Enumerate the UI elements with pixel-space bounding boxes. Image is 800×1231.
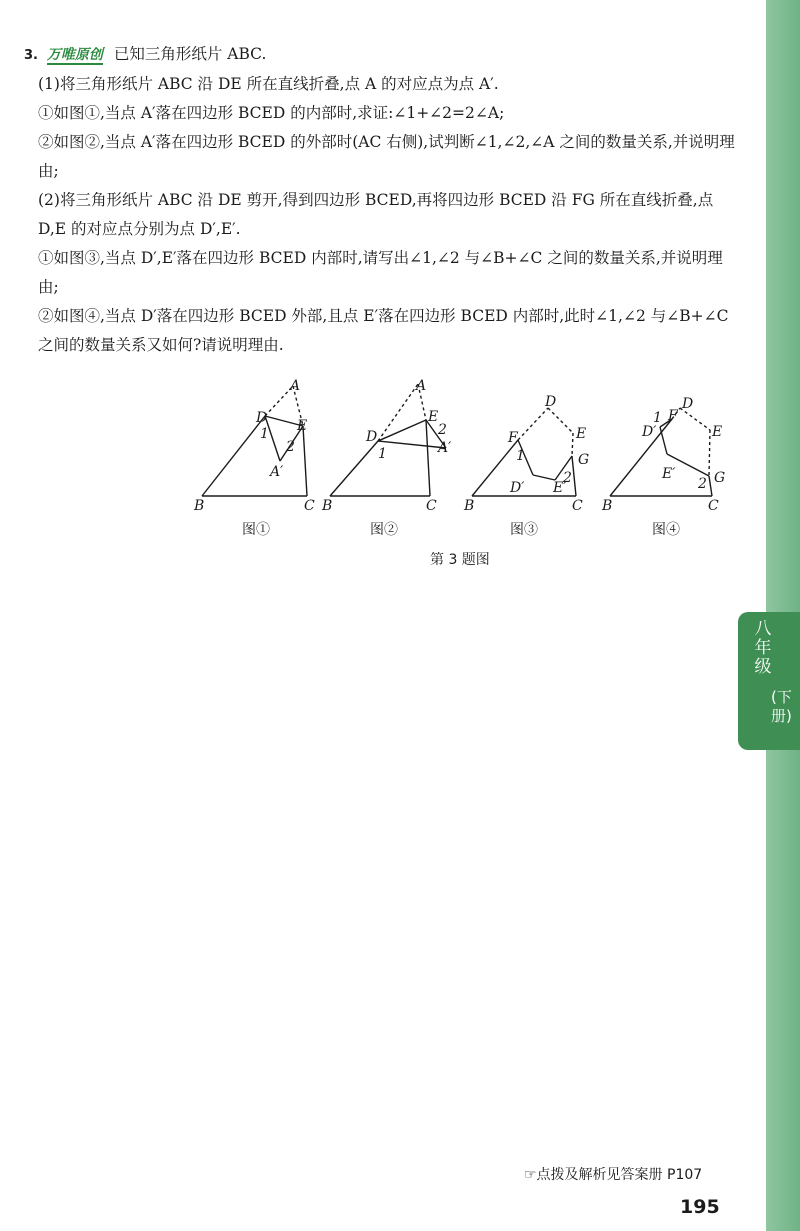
grade-label: 八年级 (754, 619, 772, 677)
fig2-caption: 图② (370, 522, 398, 538)
question-intro (24, 40, 740, 70)
fig4-label-d: D (682, 396, 694, 412)
fig2-label-d: D (366, 429, 378, 445)
fig1-label-e: E (297, 418, 308, 434)
volume-label: (下册) (771, 688, 792, 725)
fig3-label-b: B (464, 498, 475, 514)
fig3-angle-1: 1 (516, 448, 525, 464)
question-number: 3. (24, 48, 38, 63)
fig2-label-a: A (416, 378, 427, 394)
fig1-label-a: A (290, 378, 301, 394)
fig4-label-c: C (708, 498, 719, 514)
question-intro-text: 已知三角形纸片 ABC. (113, 45, 267, 63)
geometry-figures (190, 378, 750, 548)
fig4-caption: 图④ (652, 522, 680, 538)
fig3-angle-2: 2 (563, 470, 572, 486)
fig2-label-b: B (322, 498, 333, 514)
part1-text: (1)将三角形纸片 ABC 沿 DE 所在直线折叠,点 A 的对应点为点 A′. (38, 75, 499, 93)
fig2-angle-2: 2 (438, 422, 447, 438)
fig3-label-f: F (508, 430, 518, 446)
fig4-label-f: F (668, 408, 678, 424)
part2-sub1: ①如图③,当点 D′,E′落在四边形 BCED 内部时,请写出∠1,∠2 与∠B+∠C 之间的数量关系,并说明理由; (38, 249, 723, 296)
part1-sub1: ①如图①,当点 A′落在四边形 BCED 的内部时,求证:∠1+∠2=2∠A; (38, 104, 505, 122)
grade-side-tab (738, 612, 800, 750)
fig3-label-g: G (578, 452, 590, 468)
part1-sub2: ②如图②,当点 A′落在四边形 BCED 的外部时(AC 右侧),试判断∠1,∠2,∠A 之间的数量关系,并说明理由; (38, 133, 735, 180)
answer-reference-note: ☞点拨及解析见答案册 P107 (524, 1167, 703, 1183)
fig4-label-e: E (712, 424, 723, 440)
fig2-label-e: E (428, 409, 439, 425)
fig3-label-e: E (576, 426, 587, 442)
page-number: 195 (680, 1196, 720, 1218)
fig1-angle-1: 1 (260, 426, 269, 442)
fig3-label-e-prime: E′ (553, 480, 567, 496)
fig4-label-b: B (602, 498, 613, 514)
figure-group-caption: 第 3 题图 (430, 552, 490, 568)
original-badge: 万唯原创 (46, 47, 103, 63)
fig1-label-c: C (304, 498, 315, 514)
fig4-label-g: G (714, 470, 726, 486)
figure-2 (330, 384, 446, 496)
fig1-caption: 图① (242, 522, 270, 538)
fig3-caption: 图③ (510, 522, 538, 538)
part2-sub2: ②如图④,当点 D′落在四边形 BCED 外部,且点 E′落在四边形 BCED 内部时,此时∠1,∠2 与∠B+∠C 之间的数量关系又如何?请说明理由. (38, 307, 729, 354)
fig2-label-a-prime: A′ (438, 440, 452, 456)
fig2-label-c: C (426, 498, 437, 514)
fig3-label-c: C (572, 498, 583, 514)
fig3-label-d: D (545, 394, 557, 410)
fig2-angle-1: 1 (378, 446, 387, 462)
fig4-angle-2: 2 (698, 476, 707, 492)
fig4-label-d-prime: D′ (642, 424, 657, 440)
part2-text: (2)将三角形纸片 ABC 沿 DE 剪开,得到四边形 BCED,再将四边形 BCED 沿 FG 所在直线折叠,点 D,E 的对应点分别为点 D′,E′. (38, 191, 714, 238)
fig3-label-d-prime: D′ (510, 480, 525, 496)
fig4-angle-1: 1 (653, 410, 662, 426)
fig4-label-e-prime: E′ (662, 466, 676, 482)
fig1-label-a-prime: A′ (270, 464, 284, 480)
question-block (24, 40, 740, 360)
fig1-label-d: D (256, 410, 268, 426)
fig1-label-b: B (194, 498, 205, 514)
fig1-angle-2: 2 (286, 439, 295, 455)
